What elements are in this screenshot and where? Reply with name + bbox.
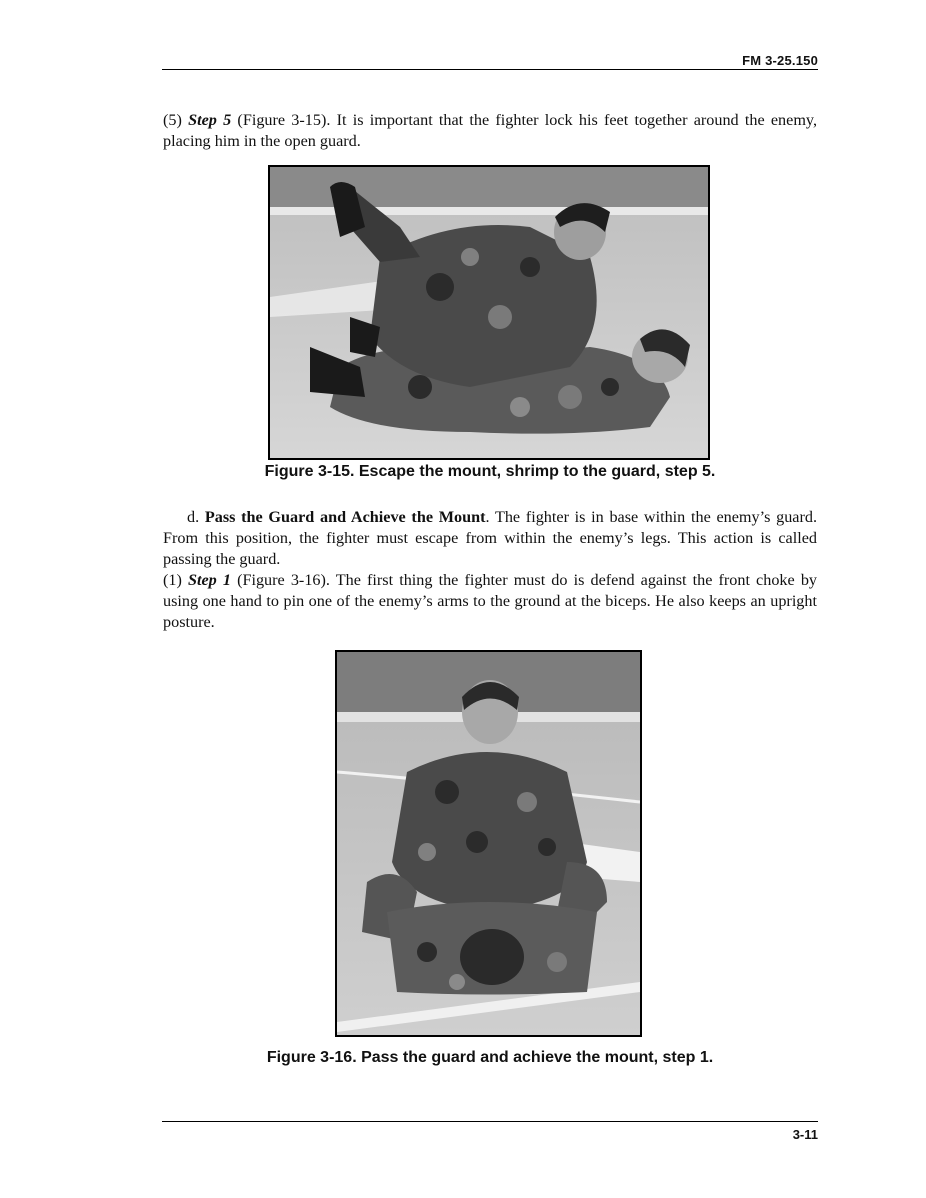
paragraph-prefix: (5) (163, 111, 189, 129)
figure-3-15-photo (268, 165, 710, 460)
step-label: Step 1 (187, 571, 231, 589)
paragraph-text: (Figure 3-15). It is important that the fighter lock his feet together around the enemy, placing him in the open guard. (163, 111, 818, 150)
paragraph-text: . The fighter is in base within the enemy’s guard. From this position, the fighter must escape from within the enemy’s legs. This action is called passing the guard. (163, 508, 817, 568)
section-title: Pass the Guard and Achieve the Mount (204, 508, 486, 526)
footer-rule (162, 1121, 818, 1122)
figure-3-16-caption: Figure 3-16. Pass the guard and achieve the mount, step 1. (266, 1049, 714, 1066)
paragraph-text: (Figure 3-16). The first thing the fighter must do is defend against the front choke by using one hand to pin one of the enemy’s arms to the ground at the biceps. He also keeps an upright posture. (163, 571, 818, 631)
figure-3-16-photo (335, 650, 642, 1037)
paragraph-step-5 (163, 110, 817, 152)
figure-3-15-caption: Figure 3-15. Escape the mount, shrimp to the guard, step 5. (264, 463, 716, 480)
document-id: FM 3-25.150 (742, 53, 818, 68)
header-rule (162, 69, 818, 70)
paragraph-pass-the-guard (163, 507, 817, 570)
step-label: Step 5 (188, 111, 232, 129)
paragraph-prefix: d. (187, 508, 205, 526)
paragraph-prefix: (1) (163, 571, 188, 589)
page-number: 3-11 (792, 1127, 818, 1142)
paragraph-step-1 (163, 570, 817, 633)
